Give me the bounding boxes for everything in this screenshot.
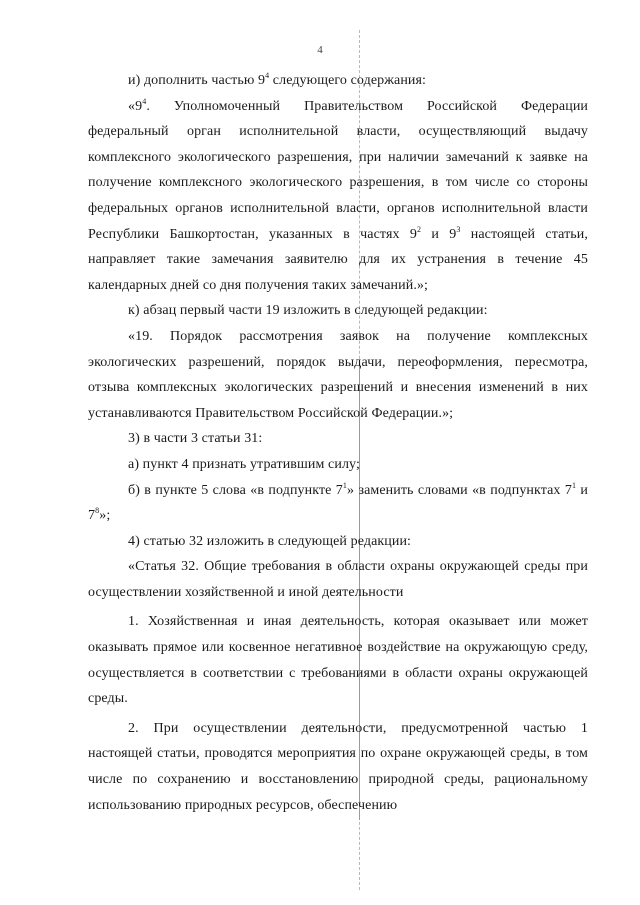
text-run: «19. Порядок рассмотрения заявок на получение комплексных экологических разрешений, порядок выдачи, переоформления, пересмотра, отзыва комплексных экологических разрешений и внесения изменений в них устанавливаются Правительством Российской Федерации.»; [88, 328, 588, 421]
text-run: к) абзац первый части 19 изложить в следующей редакции: [128, 303, 488, 319]
article-32-heading [88, 554, 588, 605]
superscript: 4 [265, 71, 270, 80]
superscript: 1 [571, 480, 577, 490]
text-run: «Статья 32. Общие требования в области охраны окружающей среды при осуществлении хозяйственной и иной деятельности [88, 559, 588, 600]
superscript: 2 [416, 224, 422, 234]
paragraph-article-31 [88, 426, 588, 452]
text-run: а) пункт 4 признать утратившим силу; [128, 456, 360, 472]
superscript: 4 [142, 96, 147, 106]
text-run: 4) статью 32 изложить в следующей редакции: [128, 533, 412, 549]
document-body [88, 68, 588, 818]
paragraph-item-a [88, 452, 588, 478]
paragraph-amend-i [88, 68, 588, 94]
superscript: 8 [95, 506, 100, 516]
paragraph-part-9-4 [88, 94, 588, 299]
text-run: » заменить словами «в подпунктах 7 [347, 482, 572, 498]
text-run: 3) в части 3 статьи 31: [128, 431, 263, 447]
text-run: «9 [128, 98, 143, 114]
paragraph-part-19 [88, 324, 588, 426]
article-32-clause-1 [88, 609, 588, 711]
text-run: 2. При осуществлении деятельности, предусмотренной частью 1 настоящей статьи, проводятся мероприятия по охране окружающей среды, в том числе по сохранению и восстановлению природной среды, рациональному использованию природных ресурсов, обеспечению [88, 720, 588, 813]
text-run: следующего содержания: [269, 73, 427, 88]
text-run: и 9 [421, 226, 457, 242]
text-run: б) в пункте 5 слова «в подпункте 7 [128, 482, 343, 498]
text-run: настоящей статьи, направляет такие замечания заявителю для их устранения в течение 45 календарных дней со дня получения таких замечаний.»; [88, 226, 588, 293]
superscript: 3 [456, 224, 461, 234]
text-run: »; [99, 508, 111, 524]
superscript: 1 [342, 480, 348, 490]
paragraph-item-b [88, 478, 588, 529]
text-run: . Уполномоченный Правительством Российской Федерации федеральный орган исполнительной власти, осуществляющий выдачу комплексного экологического разрешения, при наличии замечаний к заявке на получение комплексного экологического разрешения, в том числе со стороны федеральных органов исполнительной власти, органов исполнительной власти Республики Башкортостан, указанных в частях 9 [88, 98, 588, 242]
article-32-clause-2 [88, 716, 588, 818]
text-run: и 7 [88, 482, 588, 524]
text-run: 1. Хозяйственная и иная деятельность, которая оказывает или может оказывать прямое или косвенное негативное воздействие на окружающую среду, осуществляется в соответствии с требованиями в области охраны окружающей среды. [88, 614, 588, 707]
text-run: и) дополнить частью 9 [128, 73, 266, 88]
paragraph-article-32 [88, 529, 588, 555]
page-number: 4 [317, 44, 323, 56]
paragraph-amend-k [88, 298, 588, 324]
